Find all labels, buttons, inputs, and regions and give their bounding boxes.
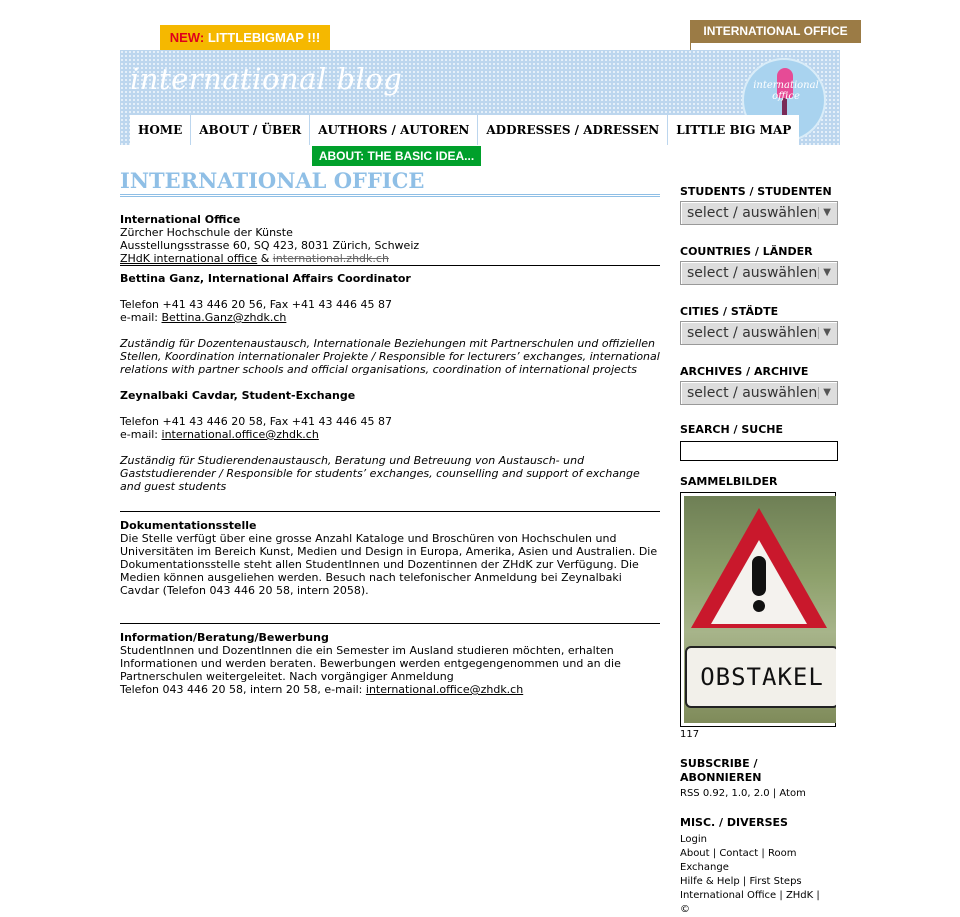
search-input[interactable] — [680, 441, 838, 461]
office-line1: Zürcher Hochschule der Künste — [120, 226, 293, 239]
nav-addresses[interactable]: ADDRESSES / ADRESSEN — [478, 115, 668, 145]
blog-title[interactable]: international blog — [130, 62, 403, 96]
chevron-down-icon: ▼ — [823, 327, 831, 338]
photo-count: 117 — [680, 729, 700, 740]
first-steps-link[interactable]: First Steps — [749, 876, 802, 887]
feed-rss092[interactable]: RSS 0.92 — [680, 788, 726, 799]
email-label: e-mail: — [120, 428, 159, 441]
archives-select[interactable] — [680, 381, 838, 405]
contact-link[interactable]: Contact — [719, 848, 759, 859]
person1-phone: Telefon +41 43 446 20 56, Fax +41 43 446 45 87 — [120, 298, 392, 311]
room-exchange-link[interactable]: Room Exchange — [680, 848, 797, 873]
zhdk-intl-office-link[interactable]: ZHdK international office — [120, 252, 258, 265]
search-label: SEARCH / SUCHE — [680, 423, 784, 436]
littlebigmap-link[interactable]: LITTLEBIGMAP !!! — [207, 30, 321, 45]
person2-name: Zeynalbaki Cavdar, Student-Exchange — [120, 389, 356, 402]
feed-rss20[interactable]: 2.0 — [753, 788, 770, 799]
chevron-down-icon: ▼ — [823, 267, 831, 278]
title-divider — [120, 194, 660, 197]
exclamation-icon — [752, 556, 766, 596]
copyright: © — [680, 904, 690, 915]
countries-select[interactable] — [680, 261, 838, 285]
about-basic-idea-tab[interactable]: ABOUT: THE BASIC IDEA... — [312, 146, 481, 166]
countries-select-value: select / auswählen — [687, 265, 818, 281]
nav-authors[interactable]: AUTHORS / AUTOREN — [310, 115, 478, 145]
intl-office-link[interactable]: International Office — [680, 890, 777, 901]
subscribe-label: SUBSCRIBE / ABONNIEREN — [680, 757, 762, 784]
new-label: NEW: — [169, 30, 205, 45]
main-nav — [130, 115, 799, 145]
nav-home[interactable]: HOME — [130, 115, 191, 145]
office-links — [120, 252, 660, 265]
sidebar — [680, 185, 840, 917]
person1-desc: Zuständig für Dozentenaustausch, Internationale Beziehungen mit Partnerschulen und offiziellen Stellen, Koordination internationaler Projekte / Responsible for lecturers’ exchanges, international relations with partner schools and official organisations, coordination of international projects — [120, 337, 660, 376]
cities-select[interactable] — [680, 321, 838, 345]
countries-label: COUNTRIES / LÄNDER — [680, 245, 813, 258]
misc-label: MISC. / DIVERSES — [680, 816, 788, 829]
nav-little-big-map[interactable]: LITTLE BIG MAP — [676, 123, 792, 137]
person1-email-link[interactable]: Bettina.Ganz@zhdk.ch — [161, 311, 287, 324]
feed-rss10[interactable]: 1.0 — [731, 788, 748, 799]
feed-atom[interactable]: Atom — [779, 788, 806, 799]
person1-email-line — [120, 311, 660, 324]
logo-text: international office — [753, 80, 819, 102]
office-name: International Office — [120, 213, 241, 226]
feed-links: RSS 0.92, 1.0, 2.0 | Atom — [680, 788, 806, 799]
students-select-value: select / auswählen — [687, 205, 818, 221]
new-littlebigmap-tab[interactable] — [160, 25, 330, 50]
sammelbilder-label: SAMMELBILDER — [680, 475, 778, 488]
doc-text: Die Stelle verfügt über eine grosse Anzahl Kataloge und Broschüren von Hochschulen und Universitäten im Bereich Kunst, Medien und Design in Europa, Amerika, Asien und Australien. Die Dokumentationsstelle steht allen StudentInnen und Dozentinnen der ZHdK zur Verfügung. Die Medien können ausgeliehen werden. Besuch nach telefonischer Anmeldung bei Zeynalbaki Cavdar (Telefon 043 446 20 58, intern 2058). — [120, 532, 658, 597]
sammelbild-photo[interactable] — [680, 492, 836, 727]
login-link[interactable]: Login — [680, 834, 707, 845]
info-contact — [120, 683, 660, 696]
students-label: STUDENTS / STUDENTEN — [680, 185, 832, 198]
person2-email-line — [120, 428, 660, 441]
students-select[interactable] — [680, 201, 838, 225]
amp: & — [260, 252, 270, 265]
page-title: INTERNATIONAL OFFICE — [120, 168, 425, 193]
doc-heading: Dokumentationsstelle — [120, 519, 257, 532]
cities-label: CITIES / STÄDTE — [680, 305, 779, 318]
cities-select-value: select / auswählen — [687, 325, 818, 341]
chevron-down-icon: ▼ — [823, 207, 831, 218]
info-text: StudentInnen und DozentInnen die ein Semester im Ausland studieren möchten, erhalten Informationen und werden beraten. Bewerbungen werden entgegengenommen und an die Partnerschulen weitergeleitet. Nach vorgängiger Anmeldung — [120, 644, 621, 683]
help-link[interactable]: Hilfe & Help — [680, 876, 740, 887]
main-content — [120, 168, 660, 696]
person2-phone: Telefon +41 43 446 20 58, Fax +41 43 446 45 87 — [120, 415, 392, 428]
person1-name: Bettina Ganz, International Affairs Coordinator — [120, 272, 411, 285]
chevron-down-icon: ▼ — [823, 387, 831, 398]
nav-about[interactable]: ABOUT / ÜBER — [191, 115, 310, 145]
about-link[interactable]: About — [680, 848, 710, 859]
international-office-tab[interactable]: INTERNATIONAL OFFICE — [690, 20, 861, 43]
person2-email-link[interactable]: international.office@zhdk.ch — [161, 428, 319, 441]
obstakel-plate: OBSTAKEL — [685, 646, 836, 708]
intl-site-link[interactable]: international.zhdk.ch — [272, 252, 389, 265]
archives-label: ARCHIVES / ARCHIVE — [680, 365, 809, 378]
info-phone: Telefon 043 446 20 58, intern 20 58, e-mail: — [120, 683, 363, 696]
archives-select-value: select / auswählen — [687, 385, 818, 401]
info-email-link[interactable]: international.office@zhdk.ch — [365, 683, 524, 696]
warning-sign-image — [684, 496, 836, 723]
zhdk-link[interactable]: ZHdK — [785, 890, 814, 901]
office-address: Ausstellungsstrasse 60, SQ 423, 8031 Zürich, Schweiz — [120, 239, 420, 252]
misc-links: Login About | Contact | Room Exchange Hilfe & Help | First Steps International Office | ZHdK | © — [680, 834, 820, 915]
person2-desc: Zuständig für Studierendenaustausch, Beratung und Betreuung von Austausch- und Gaststudierender / Responsible for students’ exchanges, counselling and support of exchange and guest students — [120, 454, 640, 493]
email-label: e-mail: — [120, 311, 159, 324]
info-heading: Information/Beratung/Bewerbung — [120, 631, 329, 644]
